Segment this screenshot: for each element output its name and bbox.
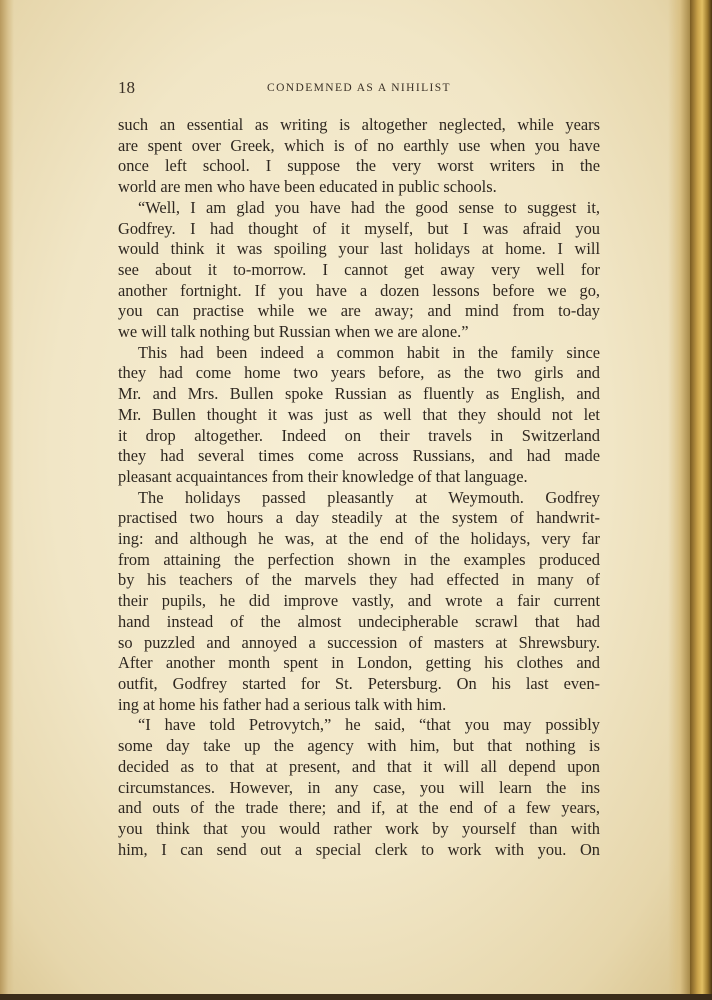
text-line: they had several times come across Russians, and had made <box>118 446 600 466</box>
page-number: 18 <box>118 78 135 97</box>
text-line: Godfrey. I had thought of it myself, but I was afraid you <box>118 218 600 238</box>
text-line: After another month spent in London, getting his clothes and <box>118 653 600 673</box>
text-line: Mr. Bullen thought it was just as well that they should not let <box>118 404 600 424</box>
text-line: world are men who have been educated in public schools. <box>118 177 497 197</box>
text-line: circumstances. However, in any case, you will learn the ins <box>118 777 600 797</box>
text-line: ing: and although he was, at the end of the holidays, very far <box>118 529 600 549</box>
text-line: This had been indeed a common habit in the family since <box>138 342 600 362</box>
text-line: are spent over Greek, which is of no earthly use when you have <box>118 135 600 155</box>
page-header <box>118 78 600 100</box>
text-line: would think it was spoiling your last holidays at home. I will <box>118 239 600 259</box>
text-line: outfit, Godfrey started for St. Petersburg. On his last even- <box>118 673 600 693</box>
text-line: ing at home his father had a serious talk with him. <box>118 694 447 714</box>
text-line: their pupils, he did improve vastly, and wrote a fair current <box>118 591 600 611</box>
text-line: you think that you would rather work by yourself than with <box>118 818 600 838</box>
page-gutter <box>0 0 14 994</box>
text-line: him, I can send out a special clerk to work with you. On <box>118 839 600 859</box>
text-line: hand instead of the almost undecipherable scrawl that had <box>118 611 600 631</box>
text-line: pleasant acquaintances from their knowledge of that language. <box>118 466 528 486</box>
text-line: practised two hours a day steadily at the system of handwrit- <box>118 508 600 528</box>
text-line: so puzzled and annoyed a succession of masters at Shrewsbury. <box>118 632 600 652</box>
text-line: some day take up the agency with him, but that nothing is <box>118 736 600 756</box>
text-line: and outs of the trade there; and if, at the end of a few years, <box>118 798 600 818</box>
running-title: CONDEMNED AS A NIHILIST <box>267 82 451 94</box>
text-line: “I have told Petrovytch,” he said, “that you may possibly <box>138 715 600 735</box>
text-line: once left school. I suppose the very worst writers in the <box>118 156 600 176</box>
text-line: another fortnight. If you have a dozen lessons before we go, <box>118 280 600 300</box>
text-line: from attaining the perfection shown in the examples produced <box>118 549 600 569</box>
text-line: we will talk nothing but Russian when we are alone.” <box>118 322 469 342</box>
bottom-edge <box>0 994 712 1000</box>
text-line: it drop altogether. Indeed on their travels in Switzerland <box>118 425 600 445</box>
text-line: you can practise while we are away; and mind from to-day <box>118 301 600 321</box>
text-line: by his teachers of the marvels they had effected in many of <box>118 570 600 590</box>
text-line: see about it to-morrow. I cannot get away very well for <box>118 259 600 279</box>
text-line: The holidays passed pleasantly at Weymouth. Godfrey <box>138 487 600 507</box>
page-stack-edge <box>690 0 712 1000</box>
text-line: such an essential as writing is altogether neglected, while years <box>118 115 600 134</box>
text-line: “Well, I am glad you have had the good sense to suggest it, <box>138 197 600 217</box>
text-line: Mr. and Mrs. Bullen spoke Russian as fluently as English, and <box>118 384 600 404</box>
text-line: decided as to that at present, and that it will all depend upon <box>118 756 600 776</box>
body-text <box>118 115 600 860</box>
page-edge-shadow <box>668 0 690 994</box>
text-line: they had come home two years before, as the two girls and <box>118 363 600 383</box>
